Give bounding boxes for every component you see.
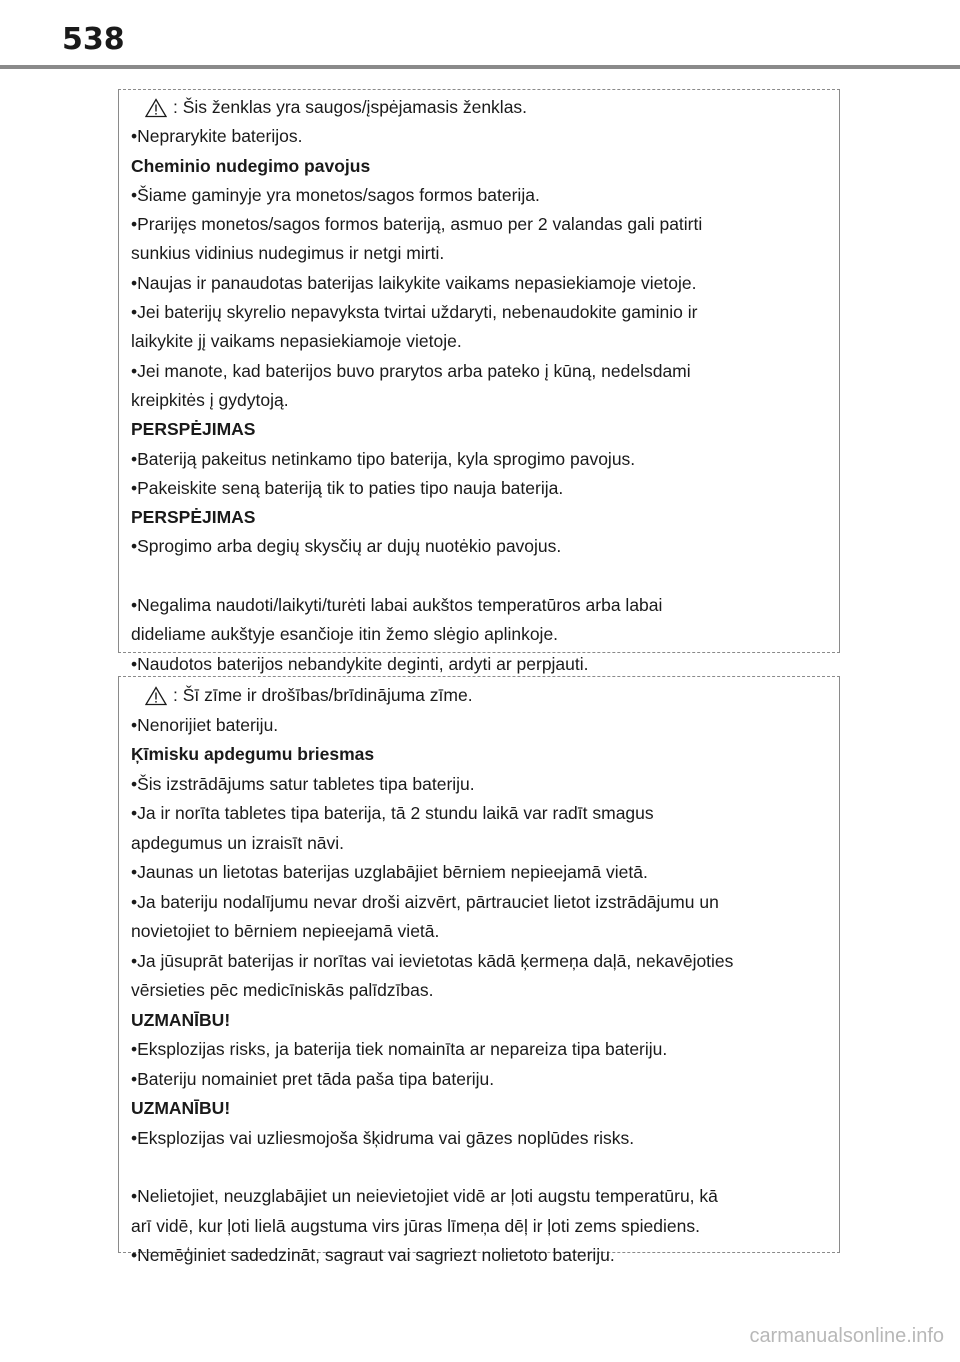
- continuation-text: vērsieties pēc medicīniskās palīdzības.: [131, 980, 434, 1000]
- bullet-item: •Nemēģiniet sadedzināt, sagraut vai sagriezt nolietoto bateriju.: [131, 1245, 615, 1266]
- section-heading: UZMANĪBU!: [131, 1098, 231, 1118]
- bullet-item: •Jei baterijų skyrelio nepavyksta tvirtai uždaryti, nebenaudokite gaminio ir: [131, 302, 698, 323]
- bullet-item: •Prarijęs monetos/sagos formos bateriją, asmuo per 2 valandas gali patirti: [131, 214, 703, 235]
- bullet-item: •Pakeiskite seną bateriją tik to paties tipo nauja baterija.: [131, 477, 564, 498]
- bullet-item: •Ja bateriju nodalījumu nevar droši aizvērt, pārtrauciet lietot izstrādājumu un: [131, 891, 719, 912]
- warning-symbol-line: [131, 93, 827, 122]
- bullet-item: •Šiame gaminyje yra monetos/sagos formos baterija.: [131, 184, 540, 205]
- warning-symbol-text: : Šis ženklas yra saugos/įspėjamasis ženklas.: [173, 97, 528, 117]
- section-heading: PERSPĖJIMAS: [131, 419, 256, 440]
- battery-warning-box-lithuanian: [118, 89, 840, 674]
- bullet-item: •Bateriją pakeitus netinkamo tipo baterija, kyla sprogimo pavojus.: [131, 448, 636, 469]
- watermark: carmanualsonline.info: [749, 1325, 944, 1347]
- continuation-text: sunkius vidinius nudegimus ir netgi mirti.: [131, 243, 445, 264]
- continuation-text: dideliame aukštyje esančioje itin žemo slėgio aplinkoje.: [131, 624, 559, 645]
- bullet-item: •Naujas ir panaudotas baterijas laikykite vaikams nepasiekiamoje vietoje.: [131, 272, 697, 293]
- bullet-item: •Naudotos baterijos nebandykite deginti, ardyti ar perpjauti.: [131, 653, 589, 674]
- bullet-item: •Eksplozijas risks, ja baterija tiek nomainīta ar nepareiza tipa bateriju.: [131, 1039, 668, 1059]
- bullet-item: •Neprarykite baterijos.: [131, 126, 303, 147]
- notice-lines: [131, 711, 827, 1271]
- bullet-item: •Eksplozijas vai uzliesmojoša šķidruma vai gāzes noplūdes risks.: [131, 1127, 635, 1148]
- continuation-text: novietojiet to bērniem nepieejamā vietā.: [131, 921, 440, 941]
- header-rule: [0, 65, 960, 69]
- bullet-item: •Nenorijiet bateriju.: [131, 714, 279, 735]
- bullet-item: •Šis izstrādājums satur tabletes tipa bateriju.: [131, 773, 475, 794]
- blank-line: [131, 562, 827, 591]
- bullet-item: •Nelietojiet, neuzglabājiet un neievietojiet vidē ar ļoti augstu temperatūru, kā: [131, 1186, 718, 1207]
- bullet-item: •Jaunas un lietotas baterijas uzglabājiet bērniem nepieejamā vietā.: [131, 862, 648, 882]
- section-heading: PERSPĖJIMAS: [131, 507, 256, 528]
- section-heading: UZMANĪBU!: [131, 1009, 231, 1030]
- notice-lines: [131, 122, 827, 679]
- warning-triangle-icon: [145, 98, 167, 118]
- warning-symbol-text: : Šī zīme ir drošības/brīdinājuma zīme.: [173, 685, 473, 705]
- bullet-item: •Jei manote, kad baterijos buvo prarytos arba pateko į kūną, nedelsdami: [131, 360, 691, 381]
- bullet-item: •Sprogimo arba degių skysčių ar dujų nuotėkio pavojus.: [131, 536, 562, 557]
- bullet-item: •Ja ir norīta tabletes tipa baterija, tā 2 stundu laikā var radīt smagus: [131, 803, 654, 823]
- continuation-text: kreipkitės į gydytoją.: [131, 389, 289, 410]
- bullet-item: •Ja jūsuprāt baterijas ir norītas vai ievietotas kādā ķermeņa daļā, nekavējoties: [131, 950, 734, 971]
- continuation-text: arī vidē, kur ļoti lielā augstuma virs jūras līmeņa dēļ ir ļoti zems spiediens.: [131, 1215, 700, 1236]
- bullet-item: •Bateriju nomainiet pret tāda paša tipa bateriju.: [131, 1068, 495, 1089]
- battery-warning-box-latvian: [118, 676, 840, 1266]
- warning-triangle-icon: [145, 686, 167, 706]
- section-heading: Ķīmisku apdegumu briesmas: [131, 744, 375, 764]
- continuation-text: apdegumus un izraisīt nāvi.: [131, 832, 345, 853]
- section-heading: Cheminio nudegimo pavojus: [131, 155, 371, 176]
- blank-line: [131, 1153, 827, 1182]
- page-number: 538: [62, 22, 125, 57]
- warning-symbol-line: [131, 681, 827, 711]
- continuation-text: laikykite jį vaikams nepasiekiamoje vietoje.: [131, 331, 462, 352]
- bullet-item: •Negalima naudoti/laikyti/turėti labai aukštos temperatūros arba labai: [131, 595, 663, 616]
